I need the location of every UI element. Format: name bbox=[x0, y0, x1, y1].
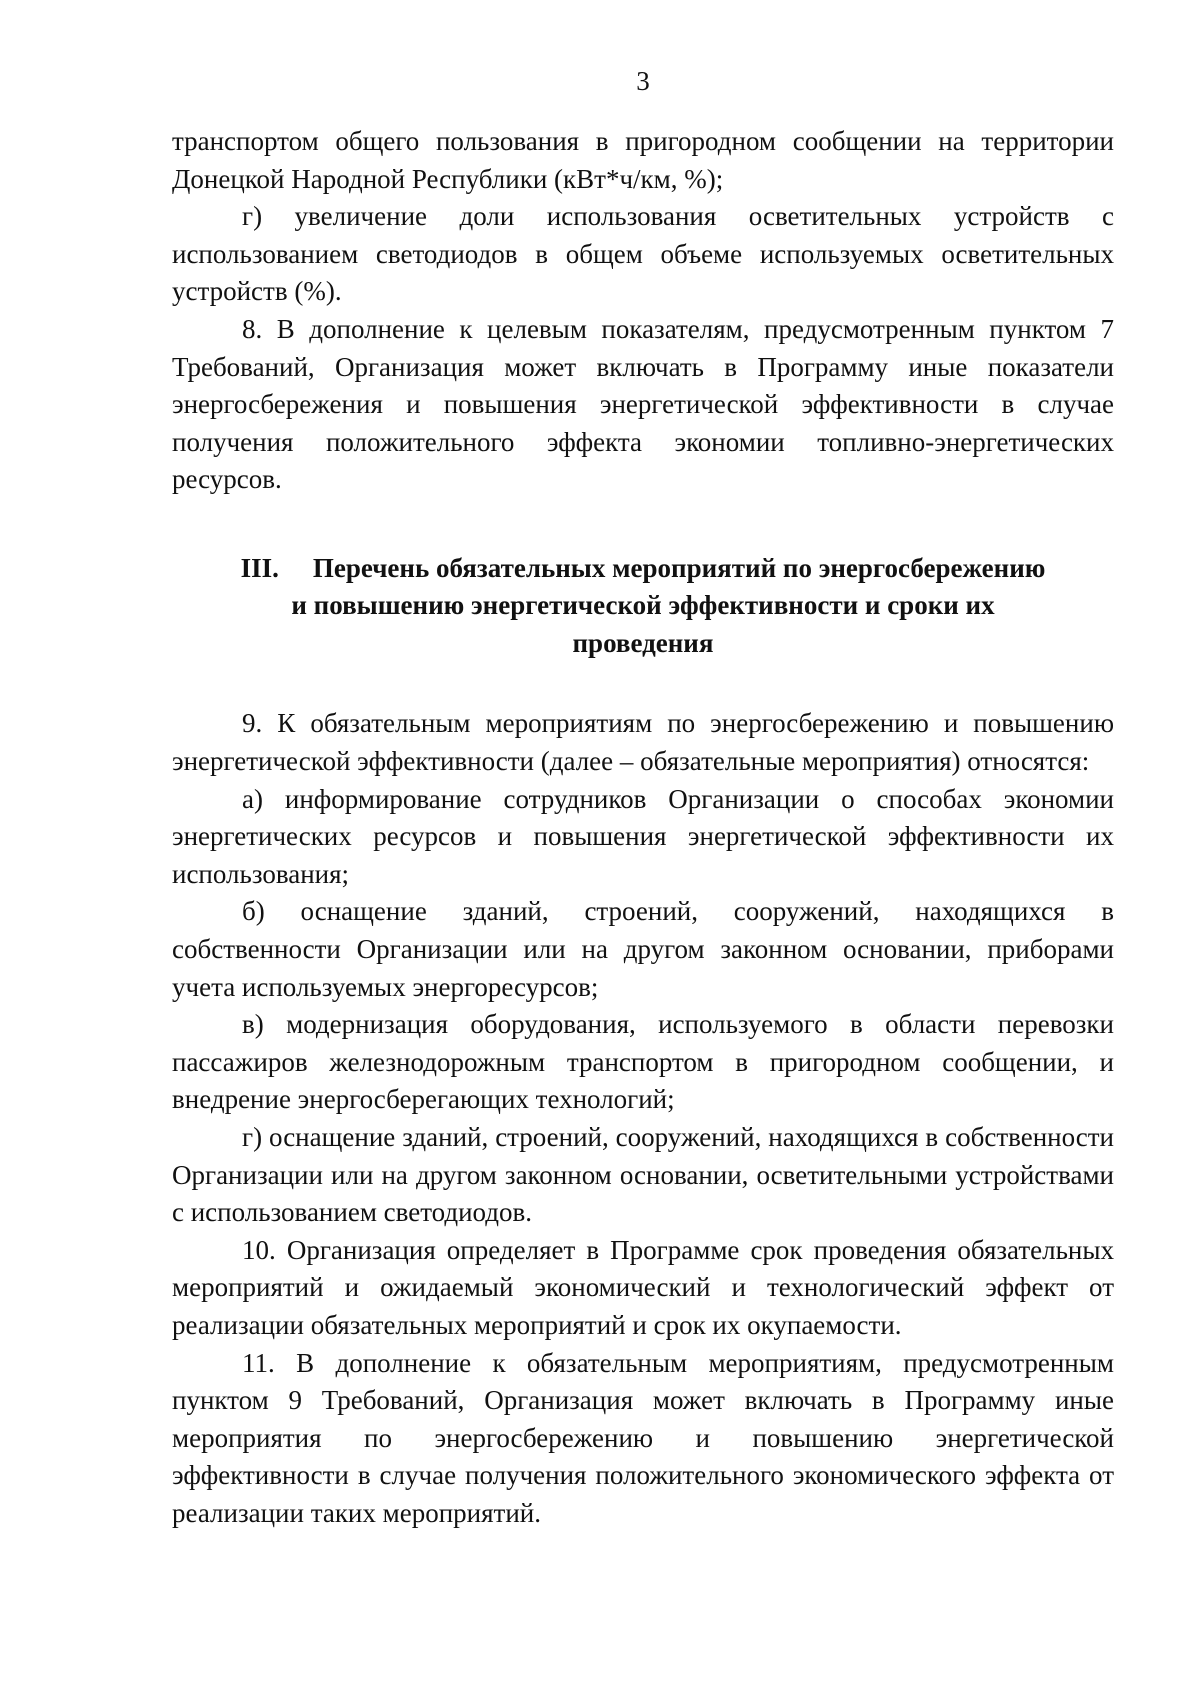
section-heading-line-1 bbox=[192, 550, 1094, 588]
paragraph-10: 10. Организация определяет в Программе срок проведения обязательных мероприятий и ожидаемый экономический и технологический эффект от реализации обязательных мероприятий и срок их окупаемости. bbox=[172, 1234, 1114, 1340]
section-title-part-3: проведения bbox=[572, 627, 714, 658]
page-number: 3 bbox=[636, 66, 650, 96]
paragraph-9-b: б) оснащение зданий, строений, сооружений, находящихся в собственности Организации или на другом законном основании, приборами учета используемых энергоресурсов; bbox=[172, 896, 1114, 1002]
paragraph-8: 8. В дополнение к целевым показателям, предусмотренным пунктом 7 Требований, Организация может включать в Программу иные показатели энергосбережения и повышения энергетической эффективности в случае получения положительного эффекта экономии топливно-энергетических ресурсов. bbox=[172, 313, 1114, 495]
section-heading bbox=[172, 550, 1114, 663]
section-title-part-2: и повышению энергетической эффективности и сроки их bbox=[291, 590, 995, 621]
section-number: III. bbox=[240, 552, 279, 583]
paragraph-9-v: в) модернизация оборудования, используемого в области перевозки пассажиров железнодорожным транспортом в пригородном сообщении, и внедрение энергосберегающих технологий; bbox=[172, 1009, 1114, 1115]
paragraph-9: 9. К обязательным мероприятиям по энергосбережению и повышению энергетической эффективности (далее – обязательные мероприятия) относятся: bbox=[172, 708, 1114, 777]
paragraph-9-g: г) оснащение зданий, строений, сооружений, находящихся в собственности Организации или на другом законном основании, осветительными устройствами с использованием светодиодов. bbox=[172, 1121, 1114, 1228]
paragraph-9-a: а) информирование сотрудников Организации о способах экономии энергетических ресурсов и повышения энергетической эффективности их использования; bbox=[172, 783, 1114, 889]
section-title-part-1: Перечень обязательных мероприятий по энергосбережению bbox=[312, 552, 1046, 583]
paragraph-continuation: транспортом общего пользования в пригородном сообщении на территории Донецкой Народной Республики (кВт*ч/км, %); bbox=[172, 126, 1114, 194]
paragraph-item-g: г) увеличение доли использования осветительных устройств с использованием светодиодов в общем объеме используемых осветительных устройств (%). bbox=[172, 201, 1114, 307]
paragraph-11: 11. В дополнение к обязательным мероприятиям, предусмотренным пунктом 9 Требований, Организация может включать в Программу иные мероприятия по энергосбережению и повышению энергетической эффективности в случае получения положительного экономического эффекта от реализации таких мероприятий. bbox=[172, 1347, 1114, 1528]
